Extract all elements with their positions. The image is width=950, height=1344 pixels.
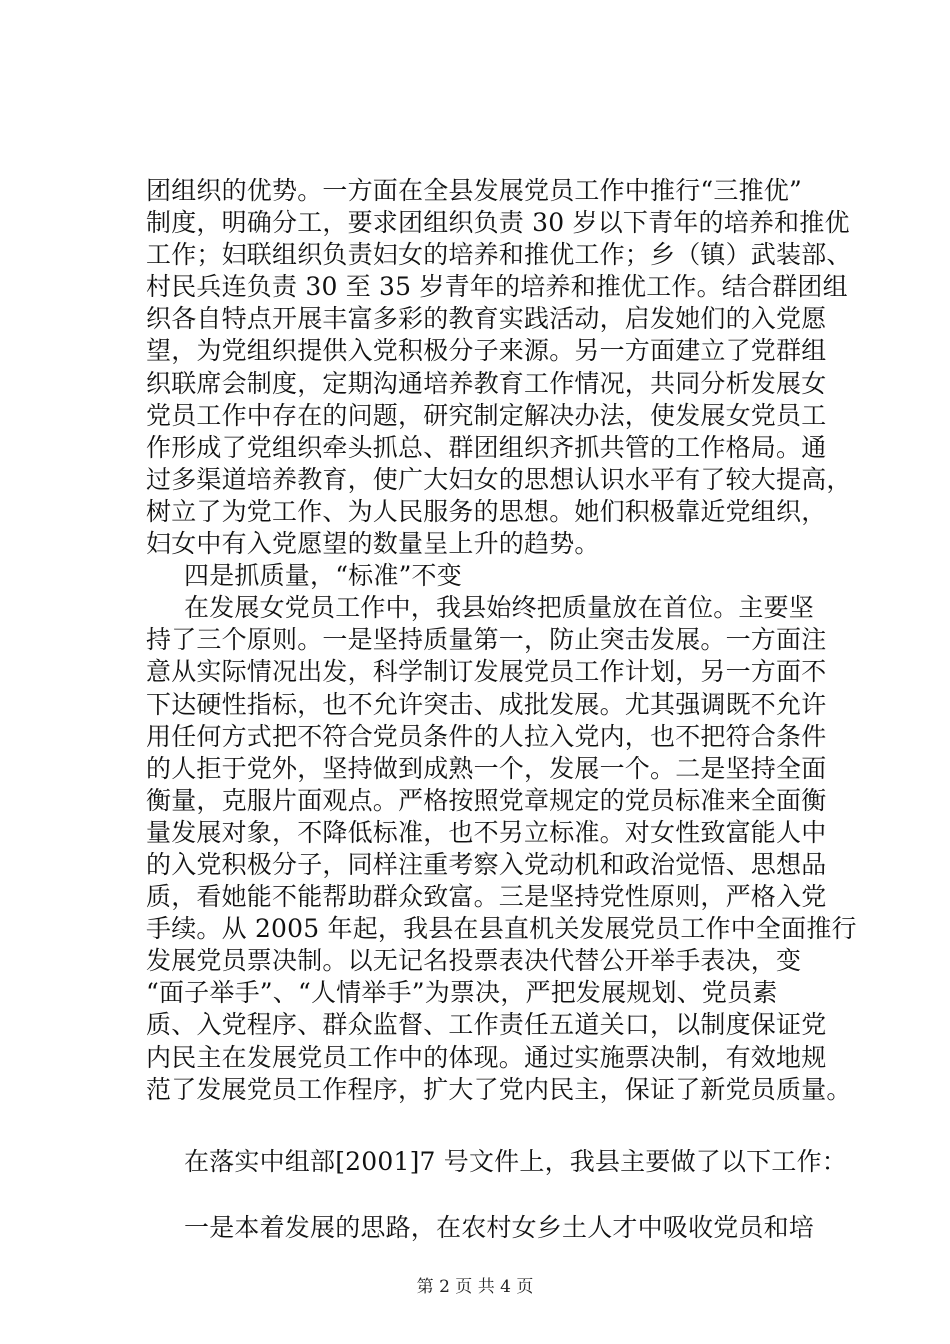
text-line: 内民主在发展党员工作中的体现。通过实施票决制，有效地规 (146, 1042, 827, 1072)
text-line: 树立了为党工作、为人民服务的思想。她们积极靠近党组织， (146, 496, 827, 526)
page-number: 第 2 页 共 4 页 (416, 1277, 534, 1297)
text-line: 量发展对象，不降低标准，也不另立标准。对女性致富能人中 (146, 817, 827, 847)
text-line: 用任何方式把不符合党员条件的人拉入党内，也不把符合条件 (146, 721, 827, 751)
text-line: 下达硬性指标，也不允许突击、成批发展。尤其强调既不允许 (146, 689, 827, 719)
text-line: 在落实中组部[2001]7 号文件上，我县主要做了以下工作： (184, 1146, 847, 1176)
text-line: 过多渠道培养教育，使广大妇女的思想认识水平有了较大提高， (146, 464, 852, 494)
text-line: 织各自特点开展丰富多彩的教育实践活动，启发她们的入党愿 (146, 304, 827, 334)
text-line: 意从实际情况出发，科学制订发展党员工作计划，另一方面不 (146, 657, 827, 687)
text-line: 发展党员票决制。以无记名投票表决代替公开举手表决，变 (146, 946, 802, 976)
text-line: 村民兵连负责 30 至 35 岁青年的培养和推优工作。结合群团组 (146, 272, 848, 302)
text-line: 质、入党程序、群众监督、工作责任五道关口，以制度保证党 (146, 1010, 827, 1040)
text-line: 在发展女党员工作中，我县始终把质量放在首位。主要坚 (184, 593, 815, 623)
text-line: 一是本着发展的思路，在农村女乡土人才中吸收党员和培 (184, 1212, 815, 1242)
text-line: 范了发展党员工作程序，扩大了党内民主，保证了新党员质量。 (146, 1074, 852, 1104)
text-line: “面子举手”、“人情举手”为票决，严把发展规划、党员素 (146, 978, 778, 1008)
text-line: 党员工作中存在的问题，研究制定解决办法，使发展女党员工 (146, 400, 827, 430)
text-line: 工作；妇联组织负责妇女的培养和推优工作；乡（镇）武装部、 (146, 240, 852, 270)
text-line: 的人拒于党外，坚持做到成熟一个，发展一个。二是坚持全面 (146, 753, 827, 783)
text-line: 望，为党组织提供入党积极分子来源。另一方面建立了党群组 (146, 336, 827, 366)
text-line: 妇女中有入党愿望的数量呈上升的趋势。 (146, 529, 600, 559)
text-line: 持了三个原则。一是坚持质量第一，防止突击发展。一方面注 (146, 625, 827, 655)
text-line: 的入党积极分子，同样注重考察入党动机和政治觉悟、思想品 (146, 849, 827, 879)
text-line: 手续。从 2005 年起，我县在县直机关发展党员工作中全面推行 (146, 914, 857, 944)
text-line: 制度，明确分工，要求团组织负责 30 岁以下青年的培养和推优 (146, 208, 850, 238)
text-line: 衡量，克服片面观点。严格按照党章规定的党员标准来全面衡 (146, 785, 827, 815)
text-line: 作形成了党组织牵头抓总、群团组织齐抓共管的工作格局。通 (146, 432, 827, 462)
section-heading: 四是抓质量，“标准”不变 (184, 561, 462, 591)
text-line: 团组织的优势。一方面在全县发展党员工作中推行“三推优” (146, 176, 802, 205)
text-line: 质，看她能不能帮助群众致富。三是坚持党性原则，严格入党 (146, 882, 827, 912)
text-line: 织联席会制度，定期沟通培养教育工作情况，共同分析发展女 (146, 368, 827, 398)
document-body (146, 175, 857, 1244)
